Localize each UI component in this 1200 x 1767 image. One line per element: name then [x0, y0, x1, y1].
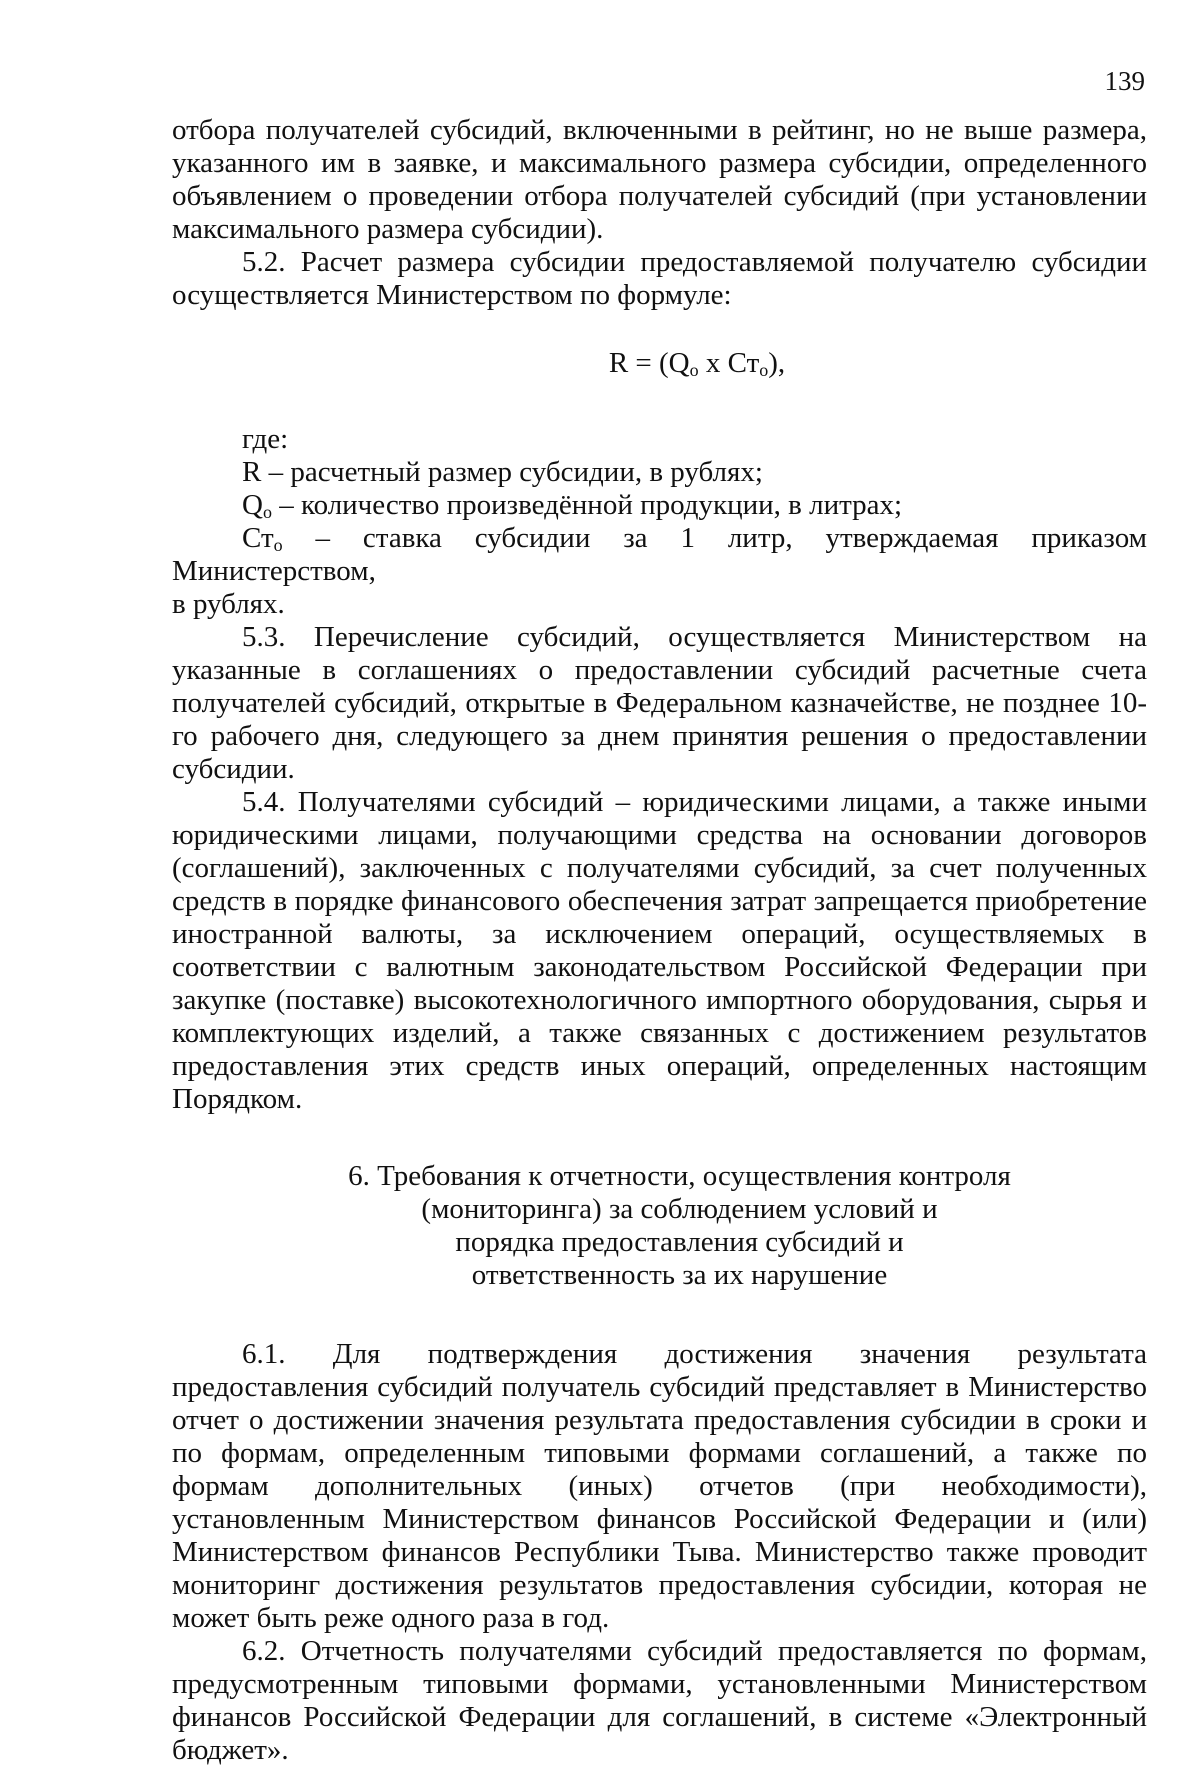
paragraph-5-2: 5.2. Расчет размера субсидии предоставляемой получателю субсидии осуществляется Министерством по формуле: [172, 246, 1147, 311]
where-label: где: [242, 423, 289, 455]
paragraph-5-4: 5.4. Получателями субсидий – юридическими лицами, а также иными юридическими лицами, получающими средства на основании договоров (соглашений), заключенных с получателями субсидий, за счет полученных средств в порядке финансового обеспечения затрат запрещается приобретение иностранной валюты, за исключением операций, осуществляемых в соответствии с валютным законодательством Российской Федерации при закупке (поставке) высокотехнологичного импортного оборудования, сырья и комплектующих изделий, а также связанных с достижением результатов предоставления этих средств иных операций, определенных настоящим Порядком. [172, 786, 1147, 1115]
formula-subscript-1: o [689, 360, 699, 380]
paragraph-6-1: 6.1. Для подтверждения достижения значения результата предоставления субсидий получатель субсидий представляет в Министерство отчет о достижении значения результата предоставления субсидии в сроки и по формам, определенным типовыми формами соглашений, а также по формам дополнительных (иных) отчетов (при необходимости), установленным Министерством финансов Российской Федерации и (или) Министерством финансов Республики Тыва. Министерство также проводит мониторинг достижения результатов предоставления субсидии, которая не может быть реже одного раза в год. [172, 1338, 1147, 1634]
definition-ct-continuation: в рублях. [172, 588, 285, 620]
definition-ct-subscript: o [273, 535, 283, 555]
section-6-heading-line: 6. Требования к отчетности, осуществления контроля [348, 1160, 1011, 1192]
definition-ct [172, 522, 1147, 588]
formula-part-3: ), [768, 347, 786, 379]
definition-q-symbol: Q [242, 489, 263, 521]
definition-r: R – расчетный размер субсидии, в рублях; [242, 456, 763, 488]
section-6-heading-line: ответственность за их нарушение [471, 1259, 888, 1291]
paragraph-5-3: 5.3. Перечисление субсидий, осуществляется Министерством на указанные в соглашениях о предоставлении субсидий расчетные счета получателей субсидий, открытые в Федеральном казначействе, не позднее 10-го рабочего дня, следующего за днем принятия решения о предоставлении субсидии. [172, 621, 1147, 785]
definition-ct-text: – ставка субсидии за 1 литр, утверждаемая приказом Министерством, [172, 522, 1147, 587]
formula-subscript-2: o [759, 360, 769, 380]
page-number: 139 [1104, 66, 1145, 96]
section-6-heading-line: порядка предоставления субсидий и [455, 1226, 904, 1258]
subsidy-formula [172, 347, 1147, 380]
formula-part-1: R = (Q [608, 347, 690, 379]
document-body [172, 114, 1147, 1767]
definition-q-subscript: o [262, 502, 272, 522]
section-6-heading [172, 1160, 1147, 1292]
paragraph-intro: отбора получателей субсидий, включенными в рейтинг, но не выше размера, указанного им в заявке, и максимального размера субсидии, определенного объявлением о проведении отбора получателей субсидий (при установлении максимального размера субсидии). [172, 114, 1147, 245]
formula-part-2: x Ст [698, 347, 760, 379]
paragraph-6-2: 6.2. Отчетность получателями субсидий предоставляется по формам, предусмотренным типовыми формами, установленными Министерством финансов Российской Федерации для соглашений, в системе «Электронный бюджет». [172, 1635, 1147, 1766]
section-6-heading-line: (мониторинга) за соблюдением условий и [421, 1193, 938, 1225]
definition-q [172, 489, 1147, 522]
definition-ct-symbol: Ст [242, 522, 274, 554]
definition-q-text: – количество произведённой продукции, в литрах; [271, 489, 903, 521]
